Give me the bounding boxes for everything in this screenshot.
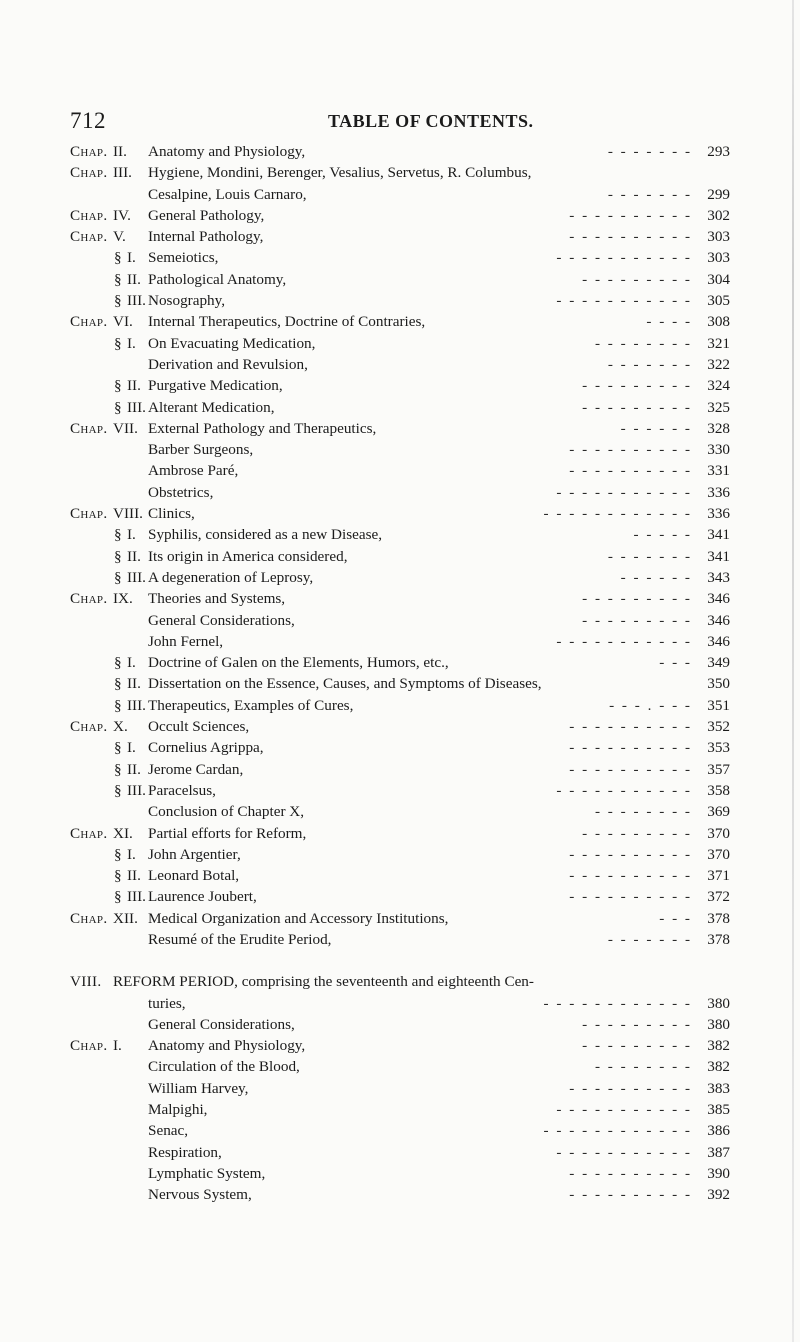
dot-leader: - - - - - - - - - - <box>569 845 692 863</box>
entry-title: turies, <box>148 994 186 1012</box>
dot-leader: - - - - - - - - - - <box>569 441 692 459</box>
entry-number: I. <box>127 334 136 352</box>
entry-label: Chap. <box>70 590 108 608</box>
entry-title: General Considerations, <box>148 1015 295 1033</box>
dot-leader: - - - - - - - - - <box>582 611 692 629</box>
entry-number: II. <box>127 270 141 288</box>
entry-page-number: 349 <box>707 654 730 672</box>
entry-page-number: 378 <box>707 930 730 948</box>
entry-page-number: 370 <box>707 824 730 842</box>
entry-page-number: 299 <box>707 185 730 203</box>
entry-page-number: 325 <box>707 398 730 416</box>
toc-entry <box>70 588 730 609</box>
entry-page-number: 370 <box>707 845 730 863</box>
entry-title: Respiration, <box>148 1143 222 1161</box>
entry-page-number: 303 <box>707 249 730 267</box>
toc-entry <box>70 269 730 290</box>
entry-title: Barber Surgeons, <box>148 441 254 459</box>
toc-entry <box>70 184 730 205</box>
entry-title: Theories and Systems, <box>148 590 286 608</box>
toc-entry <box>70 141 730 162</box>
entry-title: Occult Sciences, <box>148 718 250 736</box>
dot-leader: - - - - - - - <box>607 185 692 203</box>
entry-page-number: 380 <box>707 1015 730 1033</box>
entry-label: Chap. <box>70 313 108 331</box>
entry-page-number: 330 <box>707 441 730 459</box>
entry-title: Cesalpine, Louis Carnaro, <box>148 185 307 203</box>
dot-leader: - - - - - - <box>620 568 692 586</box>
entry-title: John Fernel, <box>148 632 224 650</box>
entry-label: § <box>114 888 122 906</box>
toc-entry <box>70 1014 730 1035</box>
dot-leader: - - - <box>659 654 692 672</box>
entry-label: § <box>114 739 122 757</box>
dot-leader: - - - - - - - - - - <box>569 739 692 757</box>
entry-title: Ambrose Paré, <box>148 462 239 480</box>
toc-entry <box>70 226 730 247</box>
entry-number: II. <box>127 547 141 565</box>
dot-leader: - - - . - - - <box>609 696 692 714</box>
dot-leader: - - - - - - - - - <box>582 377 692 395</box>
dot-leader: - - - - - - - - - - - <box>556 632 692 650</box>
dot-leader: - - - - - - - - - <box>582 270 692 288</box>
entry-number: II. <box>127 867 141 885</box>
entry-number: II. <box>127 675 141 693</box>
toc-entry <box>70 695 730 716</box>
toc-entry <box>70 908 730 929</box>
entry-label: Chap. <box>70 143 108 160</box>
dot-leader: - - - - - - - - - - <box>569 1079 692 1097</box>
entry-title: Dissertation on the Essence, Causes, and Symptoms of Diseases, <box>148 675 542 693</box>
dot-leader: - - - - - - - - <box>594 334 692 352</box>
entry-number: I. <box>127 526 136 544</box>
dot-leader: - - - - - - - - - - <box>569 718 692 736</box>
entry-title: Anatomy and Physiology, <box>148 143 306 160</box>
entry-number: I. <box>127 739 136 757</box>
dot-leader: - - - - - - - - - - - <box>556 1101 692 1119</box>
toc-entry <box>70 503 730 524</box>
entry-page-number: 343 <box>707 568 730 586</box>
entry-page-number: 341 <box>707 547 730 565</box>
entry-page-number: 353 <box>707 739 730 757</box>
entry-number: I. <box>113 1037 122 1055</box>
toc-entry <box>70 1163 730 1184</box>
entry-title: Nosography, <box>148 292 226 310</box>
dot-leader: - - - - - - - - - - - - <box>543 994 692 1012</box>
entry-page-number: 331 <box>707 462 730 480</box>
toc-entry <box>70 205 730 226</box>
entry-title: Its origin in America considered, <box>148 547 348 565</box>
toc-entry <box>70 375 730 396</box>
entry-page-number: 392 <box>707 1186 730 1204</box>
entry-title: John Argentier, <box>148 845 241 863</box>
dot-leader: - - - - - - - - - <box>582 1015 692 1033</box>
entry-label: Chap. <box>70 909 108 927</box>
entry-label: Chap. <box>70 824 108 842</box>
entry-title: Circulation of the Blood, <box>148 1058 300 1076</box>
dot-leader: - - - - <box>646 313 692 331</box>
entry-number: V. <box>113 228 126 246</box>
entry-title: William Harvey, <box>148 1079 249 1097</box>
entry-label: § <box>114 675 122 693</box>
entry-title: Clinics, <box>148 505 195 523</box>
entry-title: Doctrine of Galen on the Elements, Humors, etc., <box>148 654 449 672</box>
entry-label: § <box>114 526 122 544</box>
entry-number: IV. <box>113 206 131 224</box>
entry-title: Partial efforts for Reform, <box>148 824 307 842</box>
page-edge-shadow <box>792 0 794 1342</box>
entry-page-number: 303 <box>707 228 730 246</box>
toc-entry <box>70 460 730 481</box>
entry-title: General Considerations, <box>148 611 295 629</box>
entry-number: IX. <box>113 590 133 608</box>
entry-page-number: 385 <box>707 1101 730 1119</box>
entry-page-number: 305 <box>707 292 730 310</box>
entry-page-number: 371 <box>707 867 730 885</box>
toc-entry <box>70 567 730 588</box>
toc-entry <box>70 439 730 460</box>
entry-label: § <box>114 249 122 267</box>
entry-page-number: 324 <box>707 377 730 395</box>
entry-title: General Pathology, <box>148 206 265 224</box>
entry-title: Therapeutics, Examples of Cures, <box>148 696 354 714</box>
toc-entry <box>70 418 730 439</box>
entry-page-number: 346 <box>707 590 730 608</box>
toc-entry <box>70 993 730 1014</box>
dot-leader: - - - - - - - <box>607 547 692 565</box>
entry-title: Derivation and Revulsion, <box>148 355 308 373</box>
entry-page-number: 350 <box>707 675 730 693</box>
entry-label: Chap. <box>70 718 108 736</box>
entry-label: Chap. <box>70 505 108 523</box>
entry-label: Chap. <box>70 1037 108 1055</box>
entry-number: III. <box>127 292 146 310</box>
entry-label: § <box>114 760 122 778</box>
entry-title: Leonard Botal, <box>148 867 240 885</box>
entry-title: Semeiotics, <box>148 249 219 267</box>
entry-number: X. <box>113 718 128 736</box>
toc-entry <box>70 759 730 780</box>
entry-page-number: 336 <box>707 505 730 523</box>
entry-number: III. <box>127 781 146 799</box>
entry-number: VII. <box>113 419 138 437</box>
entry-number: VIII. <box>113 505 143 523</box>
entry-title: A degeneration of Leprosy, <box>148 568 314 586</box>
entry-page-number: 346 <box>707 611 730 629</box>
running-title: TABLE OF CONTENTS. <box>328 111 534 131</box>
toc-entry <box>70 397 730 418</box>
entry-label: § <box>114 781 122 799</box>
toc-entry <box>70 247 730 268</box>
toc-entry <box>70 1056 730 1077</box>
toc-entry <box>70 290 730 311</box>
entry-label: § <box>114 334 122 352</box>
entry-number: III. <box>113 164 132 182</box>
table-of-contents <box>70 141 730 1206</box>
toc-entry <box>70 865 730 886</box>
entry-page-number: 372 <box>707 888 730 906</box>
entry-number: XII. <box>113 909 138 927</box>
dot-leader: - - - - - - - - - - <box>569 1164 692 1182</box>
toc-entry <box>70 801 730 822</box>
entry-number: III. <box>127 888 146 906</box>
entry-title: Pathological Anatomy, <box>148 270 287 288</box>
dot-leader: - - - - - - - - - <box>582 590 692 608</box>
toc-entry <box>70 1142 730 1163</box>
entry-page-number: 380 <box>707 994 730 1012</box>
entry-page-number: 336 <box>707 483 730 501</box>
entry-page-number: 378 <box>707 909 730 927</box>
dot-leader: - - - - - - - - - - - <box>556 483 692 501</box>
entry-label: VIII. <box>70 973 102 991</box>
entry-page-number: 302 <box>707 206 730 224</box>
dot-leader: - - - - - - - - - - - <box>556 292 692 310</box>
entry-title: Internal Pathology, <box>148 228 264 246</box>
entry-number: I. <box>127 845 136 863</box>
entry-page-number: 369 <box>707 803 730 821</box>
entry-number: II. <box>127 760 141 778</box>
entry-title: REFORM PERIOD, comprising the seventeenth and eighteenth Cen- <box>113 973 534 991</box>
toc-entry <box>70 716 730 737</box>
dot-leader: - - - - - - - - - - - <box>556 249 692 267</box>
entry-page-number: 383 <box>707 1079 730 1097</box>
dot-leader: - - - - - - - - - - <box>569 888 692 906</box>
entry-title: Nervous System, <box>148 1186 252 1204</box>
entry-title: Paracelsus, <box>148 781 216 799</box>
toc-entry <box>70 631 730 652</box>
entry-number: XI. <box>113 824 133 842</box>
entry-title: Malpighi, <box>148 1101 208 1119</box>
toc-entry <box>70 1078 730 1099</box>
entry-title: Medical Organization and Accessory Institutions, <box>148 909 449 927</box>
page-header <box>70 108 730 138</box>
entry-title: On Evacuating Medication, <box>148 334 316 352</box>
entry-label: § <box>114 377 122 395</box>
entry-title: Resumé of the Erudite Period, <box>148 930 332 948</box>
entry-label: § <box>114 696 122 714</box>
entry-label: § <box>114 547 122 565</box>
dot-leader: - - - - - <box>633 526 692 544</box>
entry-label: § <box>114 270 122 288</box>
entry-title: Alterant Medication, <box>148 398 275 416</box>
toc-entry <box>70 482 730 503</box>
toc-entry <box>70 524 730 545</box>
entry-page-number: 341 <box>707 526 730 544</box>
entry-title: Anatomy and Physiology, <box>148 1037 306 1055</box>
entry-page-number: 387 <box>707 1143 730 1161</box>
toc-entry <box>70 610 730 631</box>
toc-entry <box>70 1184 730 1205</box>
entry-page-number: 304 <box>707 270 730 288</box>
entry-title: Obstetrics, <box>148 483 214 501</box>
entry-number: II. <box>113 143 127 160</box>
entry-label: Chap. <box>70 206 108 224</box>
entry-page-number: 346 <box>707 632 730 650</box>
toc-entry <box>70 737 730 758</box>
entry-number: III. <box>127 568 146 586</box>
entry-title: Cornelius Agrippa, <box>148 739 264 757</box>
dot-leader: - - - - - - - - - <box>582 1037 692 1055</box>
entry-title: Conclusion of Chapter X, <box>148 803 305 821</box>
entry-number: III. <box>127 398 146 416</box>
toc-entry <box>70 823 730 844</box>
toc-entry <box>70 311 730 332</box>
dot-leader: - - - - - - - <box>607 355 692 373</box>
toc-entry <box>70 162 730 183</box>
page-number: 712 <box>70 108 106 133</box>
entry-page-number: 390 <box>707 1164 730 1182</box>
entry-page-number: 358 <box>707 781 730 799</box>
entry-label: § <box>114 292 122 310</box>
entry-page-number: 382 <box>707 1037 730 1055</box>
dot-leader: - - - - - - - <box>607 143 692 160</box>
entry-title: Hygiene, Mondini, Berenger, Vesalius, Servetus, R. Columbus, <box>148 164 532 182</box>
entry-label: § <box>114 867 122 885</box>
dot-leader: - - - - - - - - <box>594 803 692 821</box>
toc-entry <box>70 780 730 801</box>
toc-entry <box>70 844 730 865</box>
entry-page-number: 357 <box>707 760 730 778</box>
entry-page-number: 321 <box>707 334 730 352</box>
toc-entry <box>70 546 730 567</box>
dot-leader: - - - <box>659 909 692 927</box>
dot-leader: - - - - - - - - - - - - <box>543 505 692 523</box>
entry-page-number: 352 <box>707 718 730 736</box>
entry-page-number: 382 <box>707 1058 730 1076</box>
entry-page-number: 322 <box>707 355 730 373</box>
dot-leader: - - - - - - <box>620 419 692 437</box>
entry-label: § <box>114 845 122 863</box>
toc-entry <box>70 1099 730 1120</box>
toc-entry <box>70 886 730 907</box>
entry-page-number: 308 <box>707 313 730 331</box>
dot-leader: - - - - - - - - - <box>582 824 692 842</box>
dot-leader: - - - - - - - <box>607 930 692 948</box>
entry-title: Lymphatic System, <box>148 1164 266 1182</box>
toc-entry <box>70 333 730 354</box>
entry-label: § <box>114 654 122 672</box>
entry-page-number: 386 <box>707 1122 730 1140</box>
dot-leader: - - - - - - - - <box>594 1058 692 1076</box>
entry-label: Chap. <box>70 419 108 437</box>
dot-leader: - - - - - - - - - - - - <box>543 1122 692 1140</box>
entry-page-number: 328 <box>707 419 730 437</box>
entry-title: Syphilis, considered as a new Disease, <box>148 526 383 544</box>
entry-number: I. <box>127 249 136 267</box>
entry-label: Chap. <box>70 164 108 182</box>
entry-number: II. <box>127 377 141 395</box>
entry-label: Chap. <box>70 228 108 246</box>
dot-leader: - - - - - - - - - - <box>569 867 692 885</box>
toc-entry <box>70 1035 730 1056</box>
dot-leader: - - - - - - - - - - <box>569 760 692 778</box>
dot-leader: - - - - - - - - - - <box>569 1186 692 1204</box>
toc-entry <box>70 1120 730 1141</box>
entry-title: Senac, <box>148 1122 189 1140</box>
entry-title: Jerome Cardan, <box>148 760 244 778</box>
dot-leader: - - - - - - - - - - <box>569 462 692 480</box>
entry-number: III. <box>127 696 146 714</box>
toc-entry <box>70 971 730 992</box>
toc-entry <box>70 652 730 673</box>
entry-title: Purgative Medication, <box>148 377 283 395</box>
entry-label: § <box>114 568 122 586</box>
entry-title: Laurence Joubert, <box>148 888 257 906</box>
entry-label: § <box>114 398 122 416</box>
dot-leader: - - - - - - - - - - - <box>556 1143 692 1161</box>
dot-leader: - - - - - - - - - <box>582 398 692 416</box>
toc-entry <box>70 929 730 950</box>
dot-leader: - - - - - - - - - - - <box>556 781 692 799</box>
toc-entry <box>70 354 730 375</box>
toc-entry <box>70 673 730 694</box>
entry-page-number: 351 <box>707 696 730 714</box>
entry-number: VI. <box>113 313 133 331</box>
entry-title: External Pathology and Therapeutics, <box>148 419 377 437</box>
entry-number: I. <box>127 654 136 672</box>
entry-page-number: 293 <box>707 143 730 160</box>
dot-leader: - - - - - - - - - - <box>569 206 692 224</box>
dot-leader: - - - - - - - - - - <box>569 228 692 246</box>
entry-title: Internal Therapeutics, Doctrine of Contraries, <box>148 313 426 331</box>
